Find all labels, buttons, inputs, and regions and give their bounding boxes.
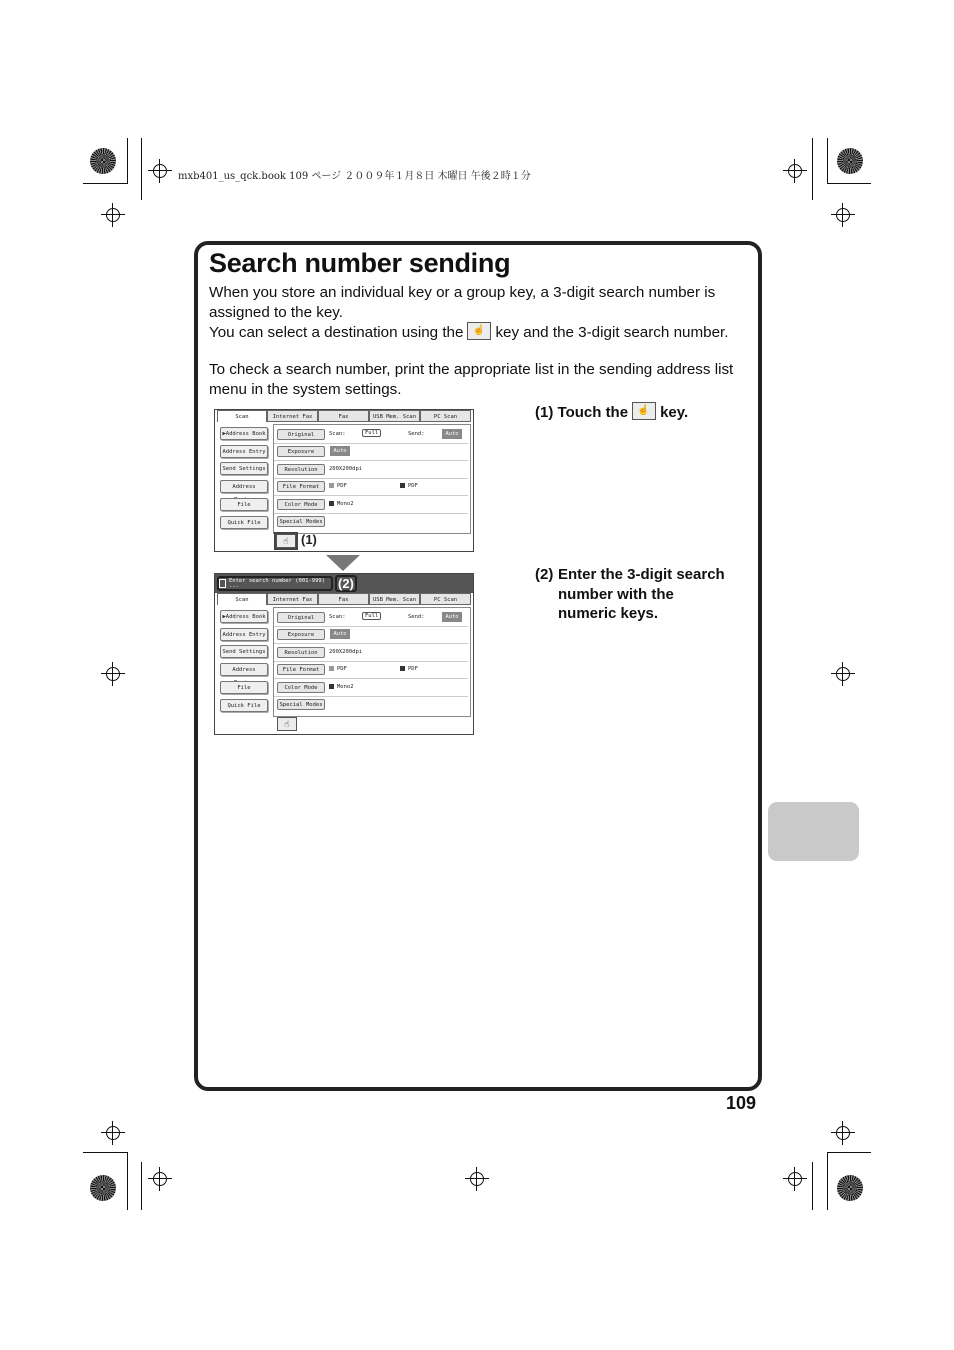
step-2-number: (2) [535,566,554,583]
search-bar [215,574,473,593]
chapter-tab [768,802,859,861]
tab-internet-fax[interactable]: Internet Fax [267,410,318,422]
address-review-button[interactable]: Address [220,663,268,676]
address-entry-button[interactable]: Address Entry [220,628,268,641]
registration-target [788,1172,802,1186]
send-settings-button[interactable]: Send Settings [220,645,268,658]
search-key-icon: ☝ [467,322,491,340]
color-mode-value: Mono2 [329,684,354,690]
file-button[interactable]: File [220,498,268,511]
search-entry-value: --- [229,584,239,590]
registration-target [470,1172,484,1186]
page-title: Search number sending [209,248,511,278]
callout-1: (1) [301,532,317,547]
intro-paragraph: When you store an individual key or a group key, a 3-digit search number is assigned to the key. [209,284,716,321]
color-mode-row [274,496,468,514]
resolution-row [274,644,468,662]
tab-pc-scan[interactable]: PC Scan [420,410,471,422]
step-2-text: Enter the 3-digit search number with the numeric keys. [558,566,725,622]
file-format-row [274,478,468,496]
tab-usb-mem-scan[interactable]: USB Mem. Scan [369,593,420,605]
file-format-value-2: PDF [400,483,418,489]
tab-internet-fax[interactable]: Internet Fax [267,593,318,605]
tab-fax[interactable]: Fax [318,593,369,605]
send-label: Send: [408,614,425,620]
scan-value: Full [362,429,381,437]
exposure-value: Auto [330,446,350,456]
file-format-button[interactable]: File Format [277,481,325,492]
resolution-row [274,461,468,479]
screen-panel-2 [214,573,474,735]
tab-scan[interactable]: Scan [217,593,267,605]
screen-panel-1 [214,409,474,552]
registration-target [106,667,120,681]
search-prompt: Enter search number (001-999) [229,578,326,584]
special-modes-row [274,513,468,530]
check-paragraph: To check a search number, print the appropriate list in the sending address list menu in the system settings. [209,361,734,398]
scan-label: Scan: [329,614,346,620]
registration-disc [837,1175,863,1201]
special-modes-button[interactable]: Special Modes [277,699,325,710]
search-number-key-icon[interactable]: ☝ [276,534,296,548]
search-field-icon [219,579,226,588]
down-arrow-icon [326,555,360,573]
step-1-number: (1) [535,404,554,421]
color-mode-button[interactable]: Color Mode [277,682,325,693]
original-button[interactable]: Original [277,429,325,440]
registration-target [106,208,120,222]
special-modes-row [274,696,468,713]
resolution-button[interactable]: Resolution [277,464,325,475]
registration-target [153,164,167,178]
address-book-button[interactable]: ▶Address Book [220,610,268,623]
color-mode-row [274,679,468,697]
usage-text-before: You can select a destination using the [209,324,464,341]
exposure-button[interactable]: Exposure [277,446,325,457]
file-format-row [274,661,468,679]
tab-pc-scan[interactable]: PC Scan [420,593,471,605]
search-entry-field[interactable] [217,576,333,591]
step-1-text-after: key. [660,404,689,421]
step-1 [535,402,688,421]
callout-2: (2) [335,575,357,592]
quick-file-button[interactable]: Quick File [220,516,268,529]
tab-scan[interactable]: Scan [217,410,267,422]
file-button[interactable]: File [220,681,268,694]
original-button[interactable]: Original [277,612,325,623]
original-row [274,426,468,444]
scan-value: Full [362,612,381,620]
address-entry-button[interactable]: Address Entry [220,445,268,458]
screen-2-body [215,593,473,734]
send-settings-button[interactable]: Send Settings [220,462,268,475]
send-value: Auto [442,612,462,622]
registration-target [153,1172,167,1186]
special-modes-button[interactable]: Special Modes [277,516,325,527]
registration-disc [90,1175,116,1201]
registration-disc [90,148,116,174]
search-key-icon: ☝ [632,402,656,420]
registration-target [788,164,802,178]
registration-target [836,1126,850,1140]
resolution-value: 200X200dpi [329,466,363,472]
send-value: Auto [442,429,462,439]
color-mode-value: Mono2 [329,501,354,507]
print-header: mxb401_us_qck.book 109 ページ ２００９年１月８日 木曜日 午後２時１分 [178,171,531,182]
file-format-value-1: PDF [329,483,347,489]
exposure-button[interactable]: Exposure [277,629,325,640]
exposure-row [274,626,468,644]
step-1-text-before: Touch the [557,404,629,421]
color-mode-button[interactable]: Color Mode [277,499,325,510]
tab-fax[interactable]: Fax [318,410,369,422]
registration-target [106,1126,120,1140]
resolution-button[interactable]: Resolution [277,647,325,658]
exposure-value: Auto [330,629,350,639]
quick-file-button[interactable]: Quick File [220,699,268,712]
original-row [274,609,468,627]
tab-usb-mem-scan[interactable]: USB Mem. Scan [369,410,420,422]
exposure-row [274,443,468,461]
registration-target [836,208,850,222]
send-label: Send: [408,431,425,437]
page-number: 109 [726,1093,757,1113]
resolution-value: 200X200dpi [329,649,363,655]
usage-paragraph [209,322,749,343]
search-number-key-icon[interactable]: ☝ [277,717,297,731]
address-review-button[interactable]: Address [220,480,268,493]
usage-text-after: key and the 3-digit search number. [495,324,729,341]
address-book-button[interactable]: ▶Address Book [220,427,268,440]
file-format-button[interactable]: File Format [277,664,325,675]
file-format-value-2: PDF [400,666,418,672]
registration-disc [837,148,863,174]
file-format-value-1: PDF [329,666,347,672]
scan-label: Scan: [329,431,346,437]
registration-target [836,667,850,681]
step-2 [535,565,725,624]
